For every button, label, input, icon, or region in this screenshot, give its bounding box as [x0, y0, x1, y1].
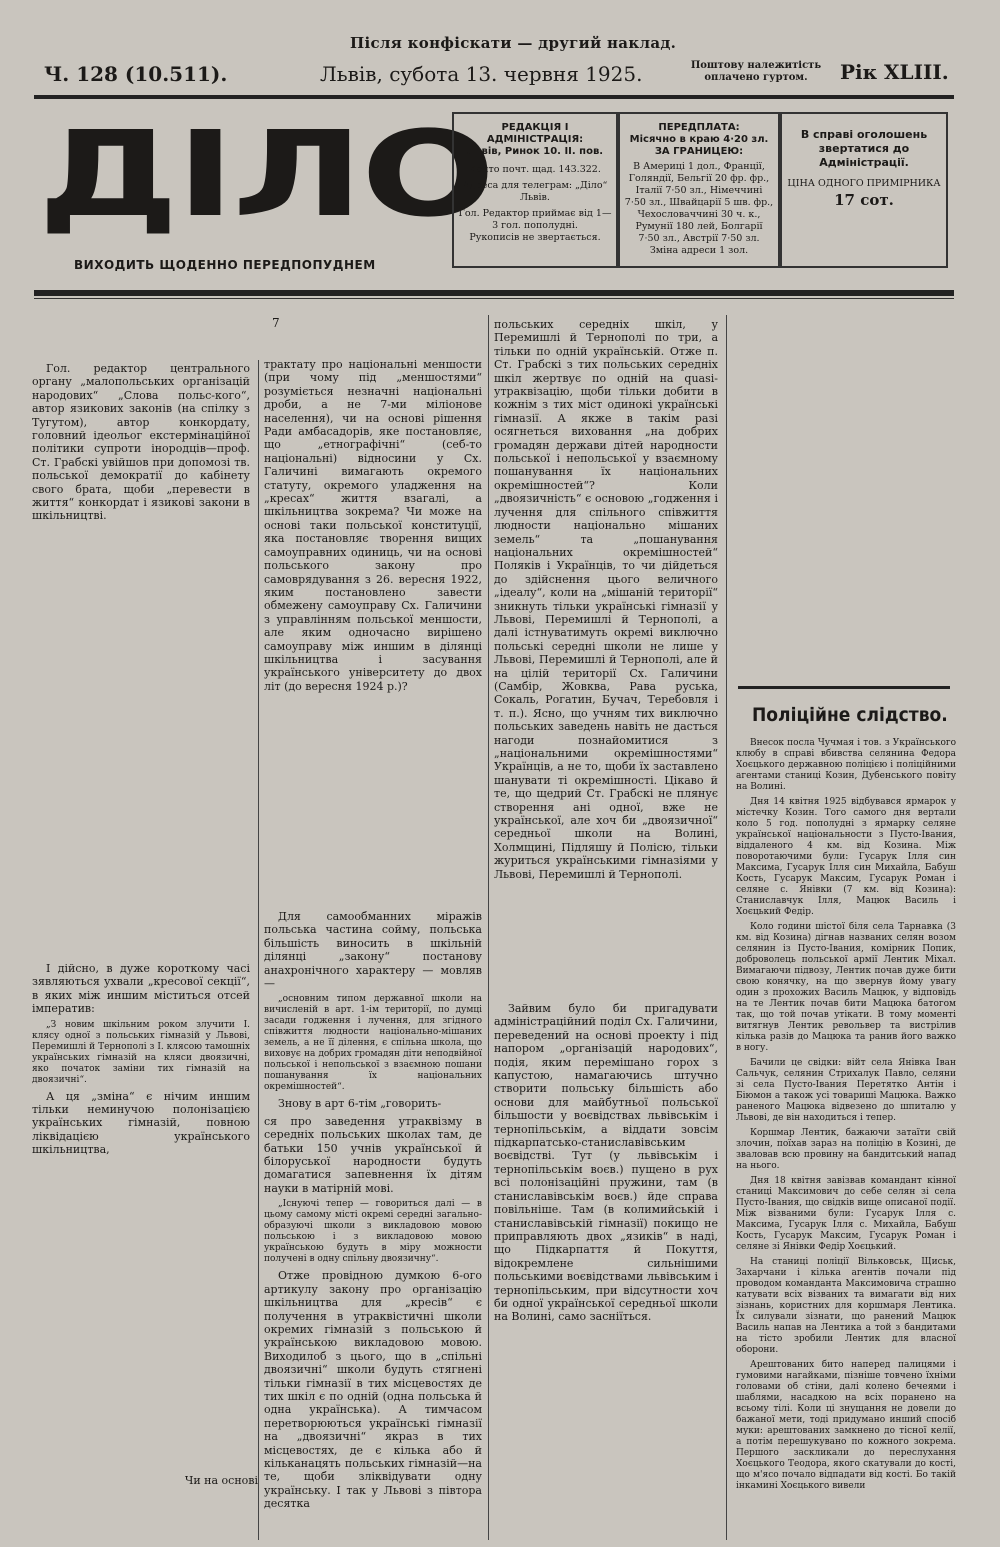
editorial-account: Конто почт. щад. 143.322.: [469, 164, 601, 175]
column-2-lower: [264, 910, 482, 1515]
article-paragraph: ся про заведення утраквізму в середніх польських школах там, де батьки 150 учнів української й білоруської народности будуть домагатися запевнення їх дітям науки в матірній мові.: [264, 1114, 482, 1195]
article-paragraph: Знову в арт 6-тім „говорить-: [278, 1097, 442, 1111]
subscription-abroad-title: ЗА ГРАНИЦЕЮ:: [654, 146, 744, 157]
editorial-hours: Гол. Редактор приймає від 1—3 гол. пополудні.: [458, 208, 612, 231]
article-paragraph: трактату про національні меншости (при чому під „меншостями“ розуміється незначні національні дроби, а не 7-ми міліонове населення), чи на основі рішення Ради амбасадорів, яке постановляє, що „етнографічні“ (себ-то національні) відносини у Сх. Галичині вимагають окремого статуту, окремого уладження на „кресах“ життя взагалі, а шкільництва зокрема? Чи може на основі таки польської конституції, яка постановляє творення вищих самоуправних одиниць, чи на основі польського закону про самоврядування з 26. вересня 1922, яким постановлено завести обмежену самоуправу Сх. Галичини з управлінням польської меншости, але яким одночасно вирішено самоуправу між иншим в ділянці шкільництва і засування українського університету до двох літ (до вересня 1924 р.)?: [264, 358, 482, 693]
ads-text: В справі оголошень звертатися до Адміністрації.: [800, 128, 928, 169]
article-paragraph: Коло години шістої біля села Тарнавка (3 км. від Козина) дігнав названих селян возом селянин із Пусто-Івания, комірник Попик, доброволець польської армії Лентик Міхал. Вимагаючи підвозу, Лентик почав дуже бити свою конячку, на що звернув йому увагу один з прохожих Василь Мацюк, у відповідь на те Лентик почав бити Мацюка батогом так, що той почав утікати. В тому моменті витягнув Лентик револьвер та вистрілив кілька разів до Мацюка та ранив його важко в ногу.: [736, 922, 956, 1053]
dateline: Львів, субота 13. червня 1925.: [320, 62, 643, 86]
reprint-note: Після конфіскати — другий наклад.: [350, 34, 677, 52]
editorial-title: РЕДАКЦІЯ І АДМІНІСТРАЦІЯ:: [486, 122, 584, 145]
subscription-title: ПЕРЕДПЛАТА:: [658, 122, 740, 133]
masthead-slogan: ВИХОДИТЬ ЩОДЕННО ПЕРЕДПОПУДНЕМ: [74, 258, 376, 272]
article-paragraph: На станиці поліції Вільковськ, Щиськ, Захарчани і кілька агентів почали під проводом команданта Максимовича страшно катувати всіх візваних та вимагати від них зізнань, користних для коршмаря Лентика. Їх силували зізнати, що ранений Мацюк Василь напав на Лентика а той з бандитами на тісто зробили Лентик для власної оборони.: [736, 1257, 956, 1355]
article-paragraph: Арештованих бито наперед палицями і гумовими нагайками, пізніше товчено їхніми головами об стіни, далі колено бечеями і шаблями, насадкою на всіх поранено на всьому тілі. Коли ці знущання не довели до бажаної мети, тоді придумано инший спосіб муки: арештованих замкнено до тісної келії, а потім перешукувано по кожного зокрема. Першого заскликали до переслухання Хоєцького Теодора, якого скатували до кості, що м'ясо почало відпадати від кості. Бо такій інкамині Хоєцького вивели: [736, 1360, 956, 1491]
article-paragraph: А ця „зміна“ є нічим иншим тільки неминучою полонізацією українських гімназій, повною ліквідацією українського шкільництва,: [32, 1089, 250, 1157]
article-paragraph: Отже провідною думкою 6-ого артикулу закону про організацію шкільництва для „кресів“ є получення в утраквістичні школи окремих гімназій з польською й українською викладовою мовою. Виходилоб з цього, що в „спільні двоязичні“ школи будуть стягнені тільки гімназії в тих місцевостях де тих шкіл є по одній (одна польська й одна українська). А тимчасом перетворюються українські гімназії на „двоязичні“ якраз в тих місцевостях, де є кілька або й кільканацять польських гімназій—на те, щоби зліквідувати одну українську. І так у Львові з півтора десятка: [264, 1269, 482, 1511]
article-paragraph: Дня 14 квітня 1925 відбувався ярмарок у містечку Козин. Того самого дня вертали коло 5 год. пополудні з ярмарку селяне української національности з Пусто-Івания, віддаленого 4 км. від Козина. Між поворотаючими були: Гусарук Ілля син Максима, Гусарук Ілля син Михайла, Бабуш Кость, Гусарук Максим, Гусарук Роман і селяне с. Янівки (7 км. від Козина): Станиславчук Ілля, Мацюк Василь і Хоєцький Федір.: [736, 797, 956, 917]
price-label: ЦІНА ОДНОГО ПРИМІРНИКА: [787, 178, 941, 189]
column-4: [736, 738, 956, 1496]
article-quote: „основним типом державної школи на вичисленій в арт. 1-ім території, по думці засади годження і лучення, для згідного співжиття людности національно-мішаних земель, а не її ділення, є спільна школа, що виховує на добрих громадян діти неподвійної польської і непольської з взаємною пошани пошанування їх національних окремішностей“.: [264, 994, 482, 1093]
masthead-rule: [34, 290, 954, 296]
article-paragraph: Внесок посла Чучмая і тов. з Українського клюбу в справі вбивства селянина Федора Хоєцького державною поліцією і поліційними агентами станиці Козин, Дубенського повіту на Волині.: [736, 738, 956, 792]
subscription-box: [618, 112, 780, 268]
column-3-lower: [494, 1002, 718, 1328]
issue-price: 17 сот.: [834, 191, 894, 209]
article-paragraph: Для самообманних міражів польська частина сойму, польська більшість виносить в шкільній ділянці „закону“ постанову анахронічного характеру — мовляв —: [264, 910, 482, 991]
section-rule: [738, 686, 950, 689]
postage-note: Поштову належитість оплачено гуртом.: [690, 60, 822, 83]
article-paragraph: І дійсно, в дуже короткому часі зявляються ухвали „кресової секції“, в яких між иншим міститься отсей імператив:: [32, 962, 250, 1016]
column-1-tail: [168, 1474, 258, 1487]
header-rule: [34, 95, 954, 99]
article-quote: „Існуючі тепер — говориться далі — в цьому самому місті окремі середні загально-образуючі школи з викладовою мовою польською і з викладовою мовою українською будуть в міру можности получені в одну спільну двоязичну“.: [264, 1199, 482, 1265]
column-3-top: [494, 318, 718, 885]
column-1-lower: [32, 962, 250, 1161]
masthead-thin-rule: [34, 298, 954, 299]
article-paragraph: Дня 18 квітня завізвав командант кінної станиці Максимович до себе селян зі села Пусто-Івания, що свідків вище описаної події. Між візваними були: Гусарук Ілля с. Максима, Гусарук Ілля с. Михайла, Бабуш Кость, Гусарук Максим, Гусарук Роман і селяне зі Янівки Федір Хоєцький.: [736, 1176, 956, 1252]
article-paragraph: Бачили це свідки: війт села Янівка Іван Сальчук, селянин Стрихалук Павло, селяни зі села Пусто-Івания Перетятко Антін і Біюмон а також усі товариші Мацюка. Важко раненого Мацюка відвезено до шпиталю у Львові, де він находиться і тепер.: [736, 1058, 956, 1123]
page-mark: 7: [272, 316, 280, 330]
article-quote: „З новим шкільним роком злучити І. клясу одної з польських гімназій у Львові, Перемишлі й Тернополі з І. клясою тамошніх українських гімназій на кляси двоязичні, яко початок заміни тих гімназій на двоязичні“.: [32, 1019, 250, 1085]
year-volume: Рік XLIII.: [840, 60, 949, 84]
editorial-address: Львів, Ринок 10. II. пов.: [466, 146, 604, 157]
subscription-domestic: Місячно в краю 4·20 зл.: [629, 134, 769, 145]
editorial-box: [452, 112, 618, 268]
column-1-intro: [32, 362, 250, 527]
issue-number: Ч. 128 (10.511).: [44, 62, 228, 86]
ads-box: [780, 112, 948, 268]
column-divider: [488, 315, 489, 1540]
column-divider: [726, 315, 727, 1540]
editorial-telegram: Адреса для телеграм: „Діло“ Львів.: [462, 180, 608, 203]
article-intro: Гол. редактор центрального органу „малопольських організацій народових“ „Слова польс-кого“, автор язикових законів (на спілку з Тугутом), автор конкордату, головний ідеольог екстермінаційної політики супроти інородців—проф. Ст. Грабскі увійшов при допомозі тв. польської демократії до кабінету свого брата, щоби „перевести в життя“ конкордат і язикові закони в шкільництві.: [32, 362, 250, 523]
section-headline: Поліційне слідство.: [752, 704, 948, 726]
editorial-note: Рукописів не звертається.: [469, 232, 601, 243]
masthead-title: ДІЛО: [38, 105, 493, 243]
article-paragraph: польських середніх шкіл, у Перемишлі й Тернополі по три, а тільки по одній українській. Отже п. Ст. Грабскі з тих польських середніх шкіл жертвує по одній на quasi-утраквізацію, щоби тільки добити в кожнім з тих міст одинокі українські гімназії. А якже в такім разі осягнеться виховання „на добрих громадян держави дітей народности польської і непольської у взаємному пошанування їх національних окремішностей“? Коли „двоязичність“ є основою „годження і лучення для спільного співжиття людности національно мішаних земель“ та „пошанування національних окремішностей“ Поляків і Українців, то чи дійдеться до здійснення цього величного „ідеалу“, коли на „мішаній території“ зникнуть тільки українські гімназії у Львові, Перемишлі й Тернополі, а далі істнуватимуть окремі виключно польські середні школи не лише у Львові, Перемишлі й Тернополі, але й на цілій території Сх. Галичини (Самбір, Жовква, Рава руська, Сокаль, Рогатин, Бучач, Теребовля і т. п.). Ясно, що учням тих виключно польських заведень навіть не дасться нагоди познайомитися з „національними окремішностями“ Українців, а не то, щоби їх заставлено шанувати ті окремішності. Цікаво й те, що щедрий Ст. Грабскі не плянує створення ані одної, вже не української, але хоч би „двоязичної“ середньої школи на Волині, Холмщині, Підляшу й Полісю, тільки журиться українськими гімназіями у Львові, Перемишлі й Тернополі.: [494, 318, 718, 881]
article-paragraph: Коршмар Лентик, бажаючи затаїти свій злочин, поїхав зараз на поліцію в Козині, де зваловав всю провину на бандитський напад на нього.: [736, 1128, 956, 1171]
article-paragraph: Зайвим було би пригадувати адміністраційний поділ Сх. Галичини, переведений на основі проекту і під напором „організацій народових“, подія, яким перемішано горох з капустою, намагаючись штучно створити польську більшість або основи для майбутньої польської більшости у воєвідствах львівськім і тернопільськім, а віддати зовсім підкарпатсько-станиславівським воєвідстві. Тут (у львівськім і тернопільськім воєв.) пущено в рух всі полонізаційні пружини, там (в станиславівськім воєв.) йде справа повільніше. Там (в колимийській і станиславівській гімназії) покищо не приправляють двох „язиків“ в наді, що Підкарпаття й Покуття, відокремлене сильнішими польськими воєвідствами львівським і тернопільським, при відсутности хоч би одної української середньої школи на Волині, само засніїться.: [494, 1002, 718, 1324]
subscription-rates: В Америці 1 дол., Франції, Голяндії, Бельгії 20 фр. фр., Італії 7·50 зл., Німеччині 7·50 зл., Швайцарії 5 шв. фр., Чехословаччині 30 ч. к., Румунії 180 лей, Болгарії 7·50 зл., Австрії 7·50 зл. Зміна адреси 1 зол.: [624, 161, 774, 256]
column-divider: [258, 360, 259, 1540]
column-2-top: [264, 358, 482, 697]
article-paragraph: Чи на основі: [184, 1474, 258, 1487]
